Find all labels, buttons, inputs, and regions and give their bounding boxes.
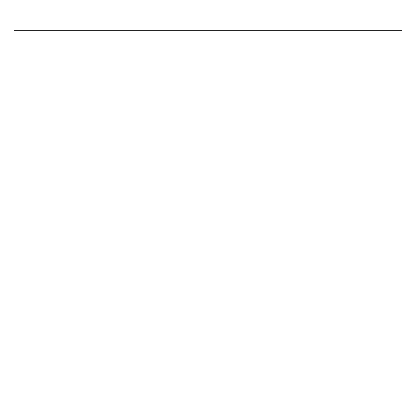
header-rule — [14, 30, 402, 31]
body-text — [16, 178, 400, 410]
running-header — [14, 8, 402, 30]
